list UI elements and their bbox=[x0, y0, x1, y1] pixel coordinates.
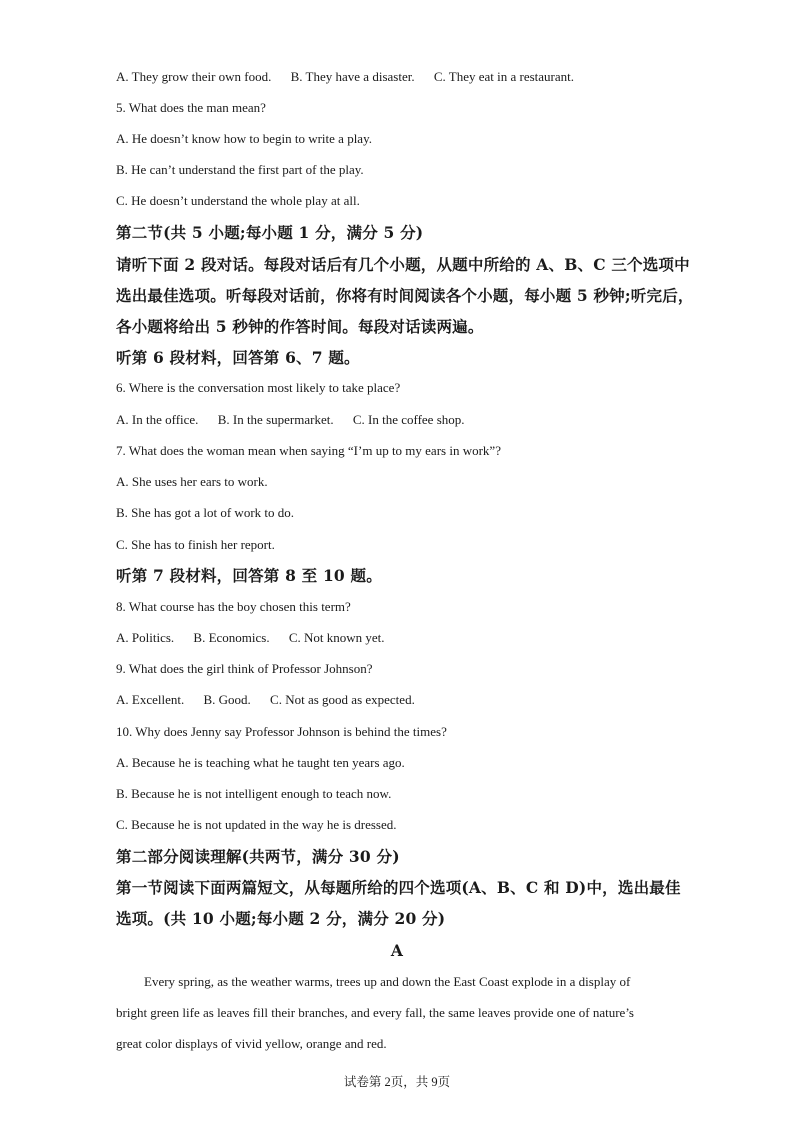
q5-option-b: B. He can’t understand the first part of the play. bbox=[116, 162, 364, 177]
part2-heading: 第二部分阅读理解(共两节，满分 30 分) bbox=[116, 847, 400, 866]
q9-question: 9. What does the girl think of Professor Johnson? bbox=[116, 661, 373, 676]
q4-option-b: B. They have a disaster. bbox=[290, 69, 415, 84]
part2-instructions-line2: 选项。(共 10 小题;每小题 2 分，满分 20 分) bbox=[116, 909, 446, 928]
page-footer: 试卷第 2页，共 9页 bbox=[343, 1075, 451, 1089]
q7-question: 7. What does the woman mean when saying “I’m up to my ears in work”? bbox=[116, 443, 501, 458]
section2-heading: 第二节(共 5 小题;每小题 1 分，满分 5 分) bbox=[116, 223, 424, 242]
q4-option-a: A. They grow their own food. bbox=[116, 69, 272, 84]
section2-instructions-line3: 各小题将给出 5 秒钟的作答时间。每段对话读两遍。 bbox=[116, 317, 484, 336]
q8-options-row bbox=[116, 630, 385, 646]
q6-question: 6. Where is the conversation most likely to take place? bbox=[116, 380, 401, 395]
q5-option-a: A. He doesn’t know how to begin to write a play. bbox=[116, 131, 372, 146]
q8-option-c: C. Not known yet. bbox=[288, 630, 385, 645]
q10-option-b: B. Because he is not intelligent enough to teach now. bbox=[116, 786, 392, 801]
q9-option-b: B. Good. bbox=[203, 692, 251, 707]
q4-options-row bbox=[116, 69, 574, 85]
q9-option-a: A. Excellent. bbox=[116, 692, 185, 707]
passage-line-1: Every spring, as the weather warms, trees up and down the East Coast explode in a display of bbox=[144, 974, 631, 989]
q5-option-c: C. He doesn’t understand the whole play at all. bbox=[116, 193, 360, 208]
q7-option-c: C. She has to finish her report. bbox=[116, 537, 275, 552]
q10-question: 10. Why does Jenny say Professor Johnson is behind the times? bbox=[116, 724, 447, 739]
section2-instructions-line2: 选出最佳选项。听每段对话前，你将有时间阅读各个小题，每小题 5 秒钟;听完后， bbox=[116, 286, 694, 305]
q7-option-b: B. She has got a lot of work to do. bbox=[116, 505, 295, 520]
q9-options-row bbox=[116, 692, 415, 708]
passage-line-3: great color displays of vivid yellow, orange and red. bbox=[116, 1036, 387, 1051]
q7-option-a: A. She uses her ears to work. bbox=[116, 474, 268, 489]
material6-heading: 听第 6 段材料，回答第 6、7 题。 bbox=[116, 348, 360, 367]
q8-option-a: A. Politics. bbox=[116, 630, 175, 645]
q6-option-a: A. In the office. bbox=[116, 412, 199, 427]
q6-option-b: B. In the supermarket. bbox=[217, 412, 334, 427]
material7-heading: 听第 7 段材料，回答第 8 至 10 题。 bbox=[116, 566, 382, 585]
passage-title: A bbox=[390, 941, 404, 960]
section2-instructions-line1: 请听下面 2 段对话。每段对话后有几个小题，从题中所给的 A、B、C 三个选项中 bbox=[116, 255, 690, 274]
q6-option-c: C. In the coffee shop. bbox=[352, 412, 465, 427]
q10-option-a: A. Because he is teaching what he taught ten years ago. bbox=[116, 755, 405, 770]
q4-option-c: C. They eat in a restaurant. bbox=[433, 69, 575, 84]
q10-option-c: C. Because he is not updated in the way he is dressed. bbox=[116, 817, 397, 832]
q9-option-c: C. Not as good as expected. bbox=[270, 692, 415, 707]
q8-option-b: B. Economics. bbox=[193, 630, 270, 645]
q5-question: 5. What does the man mean? bbox=[116, 100, 266, 115]
part2-instructions-line1: 第一节阅读下面两篇短文，从每题所给的四个选项(A、B、C 和 D)中，选出最佳 bbox=[116, 878, 681, 897]
passage-line-2: bright green life as leaves fill their branches, and every fall, the same leaves provide one of nature’s bbox=[116, 1005, 634, 1020]
q6-options-row bbox=[116, 412, 465, 428]
q8-question: 8. What course has the boy chosen this term? bbox=[116, 599, 351, 614]
